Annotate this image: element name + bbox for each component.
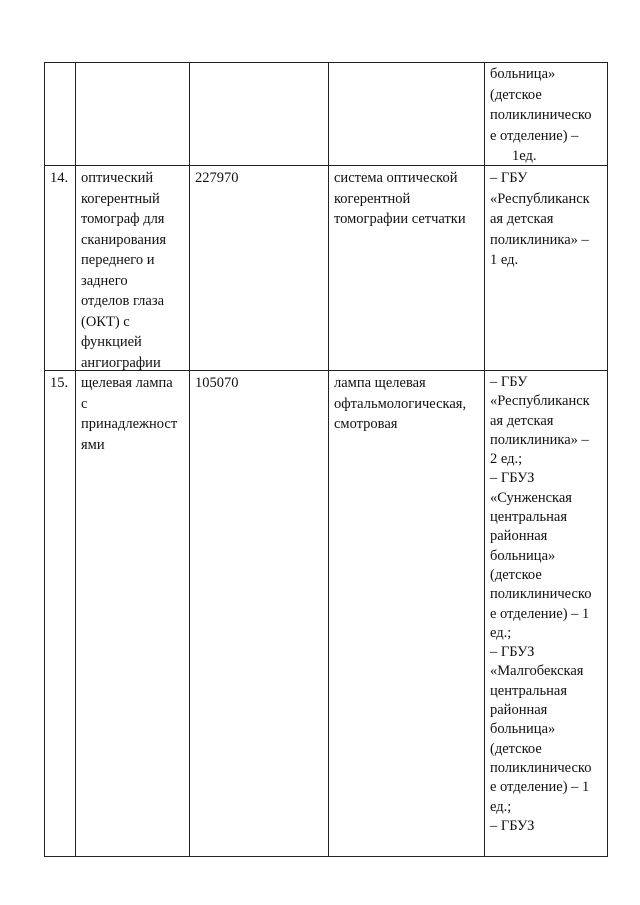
recipient-line: «Малгобекская	[490, 663, 584, 680]
table-row	[44, 370, 608, 856]
recipient-line: «Республиканск	[490, 190, 590, 207]
name-line: заднего	[81, 272, 128, 289]
row-number: 15.	[50, 375, 69, 391]
name-line: ями	[81, 436, 105, 453]
recipient-line: ая детская	[490, 412, 554, 429]
recipient-line: 1 ед.	[490, 252, 519, 268]
type-line: лампа щелевая	[334, 375, 426, 391]
recipient-line: – ГБУ	[490, 170, 528, 186]
recipient-line: поликлиническо	[490, 586, 592, 603]
type-line: томографии сетчатки	[334, 211, 466, 227]
type-line: система оптической	[334, 170, 458, 186]
recipient-line: е отделение) –	[490, 127, 579, 144]
recipients-cell	[485, 168, 608, 271]
recipient-line: – ГБУЗ	[490, 817, 535, 834]
type-line: когерентной	[334, 190, 411, 207]
name-line: щелевая лампа	[81, 375, 173, 391]
recipient-line: ед.;	[490, 624, 512, 641]
type-line: офтальмологическая,	[334, 395, 467, 412]
recipient-line: поликлиническо	[490, 107, 592, 123]
table-row	[44, 165, 608, 370]
equipment-name-cell	[76, 168, 189, 373]
recipients-cell	[485, 373, 608, 836]
table-line	[44, 856, 608, 857]
recipient-line: 2 ед.;	[490, 451, 523, 468]
name-line: когерентный	[81, 190, 160, 207]
name-line: принадлежност	[81, 416, 178, 432]
type-line: смотровая	[334, 416, 398, 432]
recipient-line: районная	[490, 528, 548, 545]
name-line: сканирования	[81, 231, 166, 248]
recipient-line: (детское	[490, 740, 542, 757]
recipient-line: (детское	[490, 86, 542, 103]
name-line: (ОКТ) с	[81, 313, 130, 330]
recipient-line: – ГБУ	[490, 374, 528, 390]
name-line: функцией	[81, 334, 142, 350]
recipient-line: больница»	[490, 547, 556, 564]
recipient-line: больница»	[490, 721, 556, 738]
table-row	[44, 62, 608, 165]
recipient-line: центральная	[490, 509, 567, 526]
recipient-line: «Сунженская	[490, 489, 572, 506]
equipment-name-cell	[76, 373, 189, 455]
recipient-line: «Республиканск	[490, 393, 590, 410]
recipient-line: 1ед.	[512, 148, 537, 164]
code-cell: 227970	[195, 170, 239, 186]
type-cell	[329, 168, 484, 230]
recipient-line: поликлиника» –	[490, 231, 589, 248]
recipient-line: – ГБУЗ	[490, 644, 535, 661]
recipient-line: поликлиническо	[490, 759, 592, 776]
equipment-table	[44, 62, 608, 857]
recipient-line: е отделение) – 1	[490, 779, 590, 796]
recipient-line: больница»	[490, 66, 556, 82]
recipient-line: ед.;	[490, 798, 512, 815]
name-line: переднего и	[81, 252, 155, 268]
code-cell: 105070	[195, 375, 239, 391]
name-line: отделов глаза	[81, 293, 165, 309]
recipient-line: районная	[490, 702, 548, 719]
recipient-line: ая детская	[490, 211, 554, 227]
recipient-line: центральная	[490, 682, 567, 699]
recipient-line: поликлиника» –	[490, 431, 589, 448]
row-number: 14.	[50, 170, 69, 186]
type-cell	[329, 373, 484, 435]
recipients-cell	[485, 64, 608, 167]
name-line: ангиографии	[81, 354, 161, 371]
recipient-line: е отделение) – 1	[490, 605, 590, 622]
recipient-line: (детское	[490, 566, 542, 583]
name-line: томограф для	[81, 211, 165, 227]
name-line: с	[81, 395, 88, 412]
recipient-line: – ГБУЗ	[490, 470, 535, 487]
name-line: оптический	[81, 170, 154, 186]
